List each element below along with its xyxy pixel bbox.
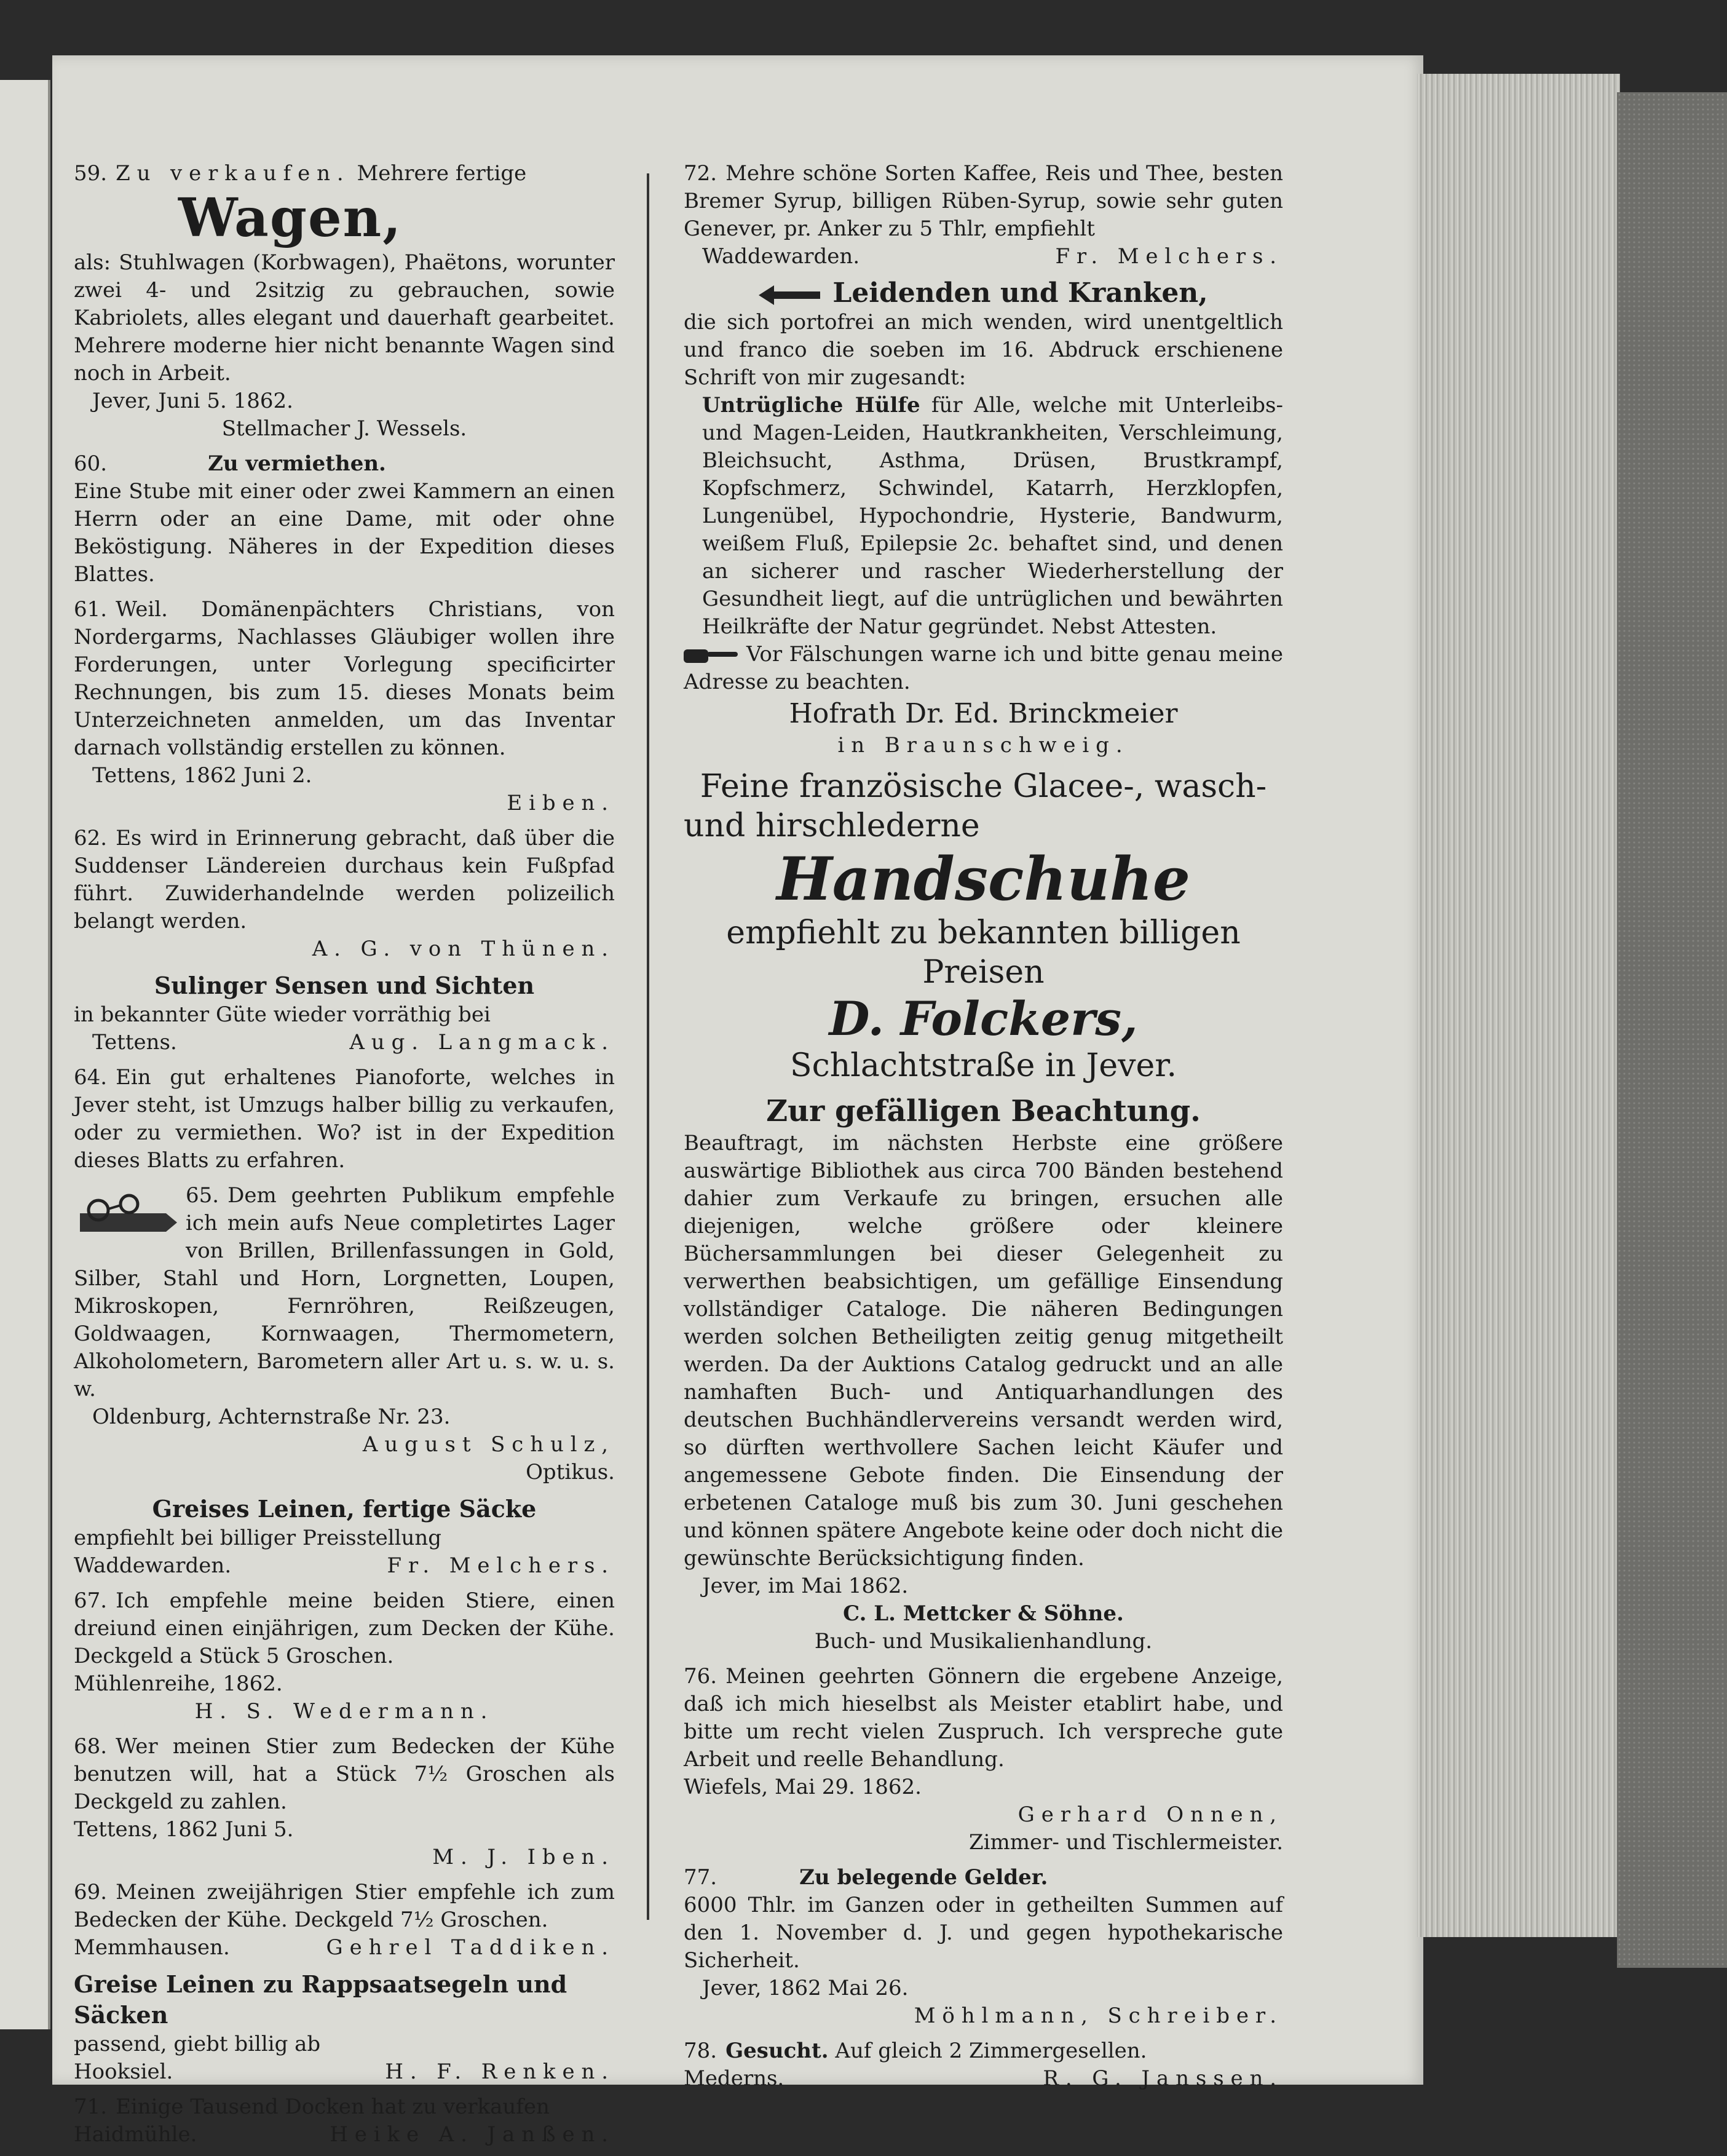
ad-address: Schlachtstraße in Jever. (790, 1047, 1177, 1084)
ad-body: empfiehlt bei billiger Preisstellung (74, 1526, 442, 1550)
ad-body: Eine Stube mit einer oder zwei Kammern an einen Herrn oder an eine Dame, mit oder ohne Beköstigung. Näheres in der Expedition dieses Blattes. (74, 479, 615, 587)
ad-64 (74, 1064, 615, 1175)
ad-intro-2: Mehrere fertige (357, 161, 527, 186)
ad-headline: Greise Leinen zu Rappsaatsegeln und Säcken (74, 1970, 567, 2029)
ad-title: Zimmer- und Tischlermeister. (969, 1830, 1283, 1855)
ad-lead: Untrügliche Hülfe (702, 393, 920, 418)
ad-signature: Hofrath Dr. Ed. Brinckmeier (789, 698, 1178, 729)
ad-body: Meinen geehrten Gönnern die ergebene Anzeige, daß ich mich hieselbst als Meister etablirt habe, und bitte um recht vielen Zuspruch. Ich verspreche gute Arbeit und reelle Behandlung. (684, 1664, 1283, 1772)
previous-page-edge (0, 80, 50, 2029)
ad-place: Oldenburg, Achternstraße Nr. 23. (92, 1405, 451, 1429)
ad-number: 76. (684, 1664, 717, 1689)
book-spine (1617, 92, 1727, 1968)
ad-70 (74, 1969, 615, 2086)
ad-headline: Wagen, (178, 187, 403, 249)
ad-intro: Zu verkaufen. (116, 161, 350, 186)
ad-74 (684, 767, 1283, 1085)
ad-city: in Braunschweig. (837, 733, 1129, 758)
ad-body: Auf gleich 2 Zimmergesellen. (835, 2039, 1147, 2063)
ad-title: Optikus. (526, 1460, 615, 1484)
ad-body: Einige Tausend Docken hat zu verkaufen (116, 2095, 550, 2119)
ad-warning: Vor Fälschungen warne ich und bitte genau meine Adresse zu beachten. (684, 642, 1283, 694)
right-column (684, 160, 1283, 2100)
ad-signature: M. J. Iben. (432, 1845, 615, 1869)
ad-body: Meinen zweijährigen Stier empfehle ich zum Bedecken der Kühe. Deckgeld 7½ Groschen. (74, 1880, 615, 1932)
ad-59 (74, 160, 615, 443)
ad-line-3: empfiehlt zu bekannten billigen Preisen (726, 914, 1241, 991)
ad-headline: Handschuhe (777, 844, 1190, 914)
ad-body: Es wird in Erinnerung gebracht, daß über die Suddenser Ländereien durchaus kein Fußpfad führt. Zuwiderhandelnde werden polizeilich belangt werden. (74, 826, 615, 933)
ad-place: Hooksiel. (74, 2059, 173, 2084)
ad-number: 61. (74, 597, 108, 622)
ad-number: 60. (74, 451, 108, 476)
ad-line-1: Feine französische Glacee-, wasch- (700, 768, 1267, 805)
ad-body: in bekannter Güte wieder vorräthig bei (74, 1002, 491, 1027)
ad-body-2: für Alle, welche mit Unterleibs- und Magen-Leiden, Hautkrankheiten, Verschleimung, Bleichsucht, Asthma, Drüsen, Brustkrampf, Kopfschmerz, Schwindel, Katarrh, Herzklopfen, Lungenübel, Hypochondrie, Hysterie, Bandwurm, weißem Fluß, Epilepsie 2c. behaftet sind, und denen an sicherer und rascher Wiederherstellung der Gesundheit liegt, auf die untrüglichen und bewährten Heilkräfte der Natur gegründet. Nebst Attesten. (702, 393, 1283, 639)
ad-title: Buch- und Musikalienhandlung. (814, 1629, 1153, 1654)
ad-line-2: und hirschlederne (684, 807, 980, 844)
ad-78 (684, 2037, 1283, 2093)
ad-place: Mühlenreihe, 1862. (74, 1671, 283, 1696)
ad-signature: Fr. Melchers. (387, 1553, 615, 1578)
ad-number: 65. (186, 1183, 219, 1208)
ad-number: 59. (74, 161, 108, 186)
ad-place: Mederns. (684, 2066, 784, 2091)
ad-signature: Eiben. (507, 791, 615, 815)
ad-77 (684, 1864, 1283, 2030)
spectacles-illustration-icon (74, 1186, 178, 1241)
ad-name: D. Folckers, (829, 991, 1138, 1046)
ad-body: Beauftragt, im nächsten Herbste eine größere auswärtige Bibliothek aus circa 700 Bänden bestehend dahier zum Verkaufe zu bringen, ersuchen alle diejenigen, welche größere oder kleinere Büchersammlungen bei dieser Gelegenheit zu verwerthen beabsichtigen, um gefällige Einsendung vollständiger Cataloge. Die näheren Bedingungen werden solchen Betheiligten zeitig genug mitgetheilt werden. Da der Auktions Catalog gedruckt und an alle namhaften Buch- und Antiquarhandlungen des deutschen Buchhändlervereins versandt werden wird, so dürften werthvollere Sachen leicht Käufer und angemessene Gebote finden. Die Einsendung der erbetenen Cataloge muß bis zum 30. Juni geschehen und können spätere Angebote keine oder doch nicht die gewünschte Berücksichtigung finden. (684, 1131, 1283, 1571)
ad-headline: Zu vermiethen. (208, 451, 386, 476)
ad-number: 68. (74, 1734, 108, 1759)
ad-signature: Aug. Langmack. (349, 1030, 615, 1055)
ad-number: 72. (684, 161, 717, 186)
ad-69 (74, 1879, 615, 1962)
ad-signature: H. F. Renken. (385, 2059, 615, 2084)
ad-place: Memmhausen. (74, 1935, 230, 1960)
ad-number: 64. (74, 1065, 108, 1090)
ad-body: Mehre schöne Sorten Kaffee, Reis und Thee, besten Bremer Syrup, billigen Rüben-Syrup, sowie sehr guten Genever, pr. Anker zu 5 Thlr, empfiehlt (684, 161, 1283, 241)
ad-number: 77. (684, 1865, 717, 1890)
ad-body: Ein gut erhaltenes Pianoforte, welches in Jever steht, ist Umzugs halber billig zu verkaufen, oder zu vermiethen. Wo? ist in der Expedition dieses Blatts zu erfahren. (74, 1065, 615, 1173)
left-column (74, 160, 615, 2156)
ad-75 (684, 1093, 1283, 1655)
book-page-block (1417, 74, 1620, 1937)
ad-signature: Gehrel Taddiken. (326, 1935, 615, 1960)
ad-headline: Zu belegende Gelder. (799, 1865, 1048, 1890)
ad-number: 78. (684, 2039, 717, 2063)
ad-68 (74, 1733, 615, 1871)
ad-place: Waddewarden. (74, 1553, 232, 1578)
ad-signature: Fr. Melchers. (1055, 244, 1283, 269)
ad-lead: Gesucht. (725, 2039, 829, 2063)
ad-headline: Sulinger Sensen und Sichten (154, 972, 535, 999)
ad-signature: Gerhard Onnen, (1018, 1802, 1283, 1827)
ad-66 (74, 1494, 615, 1580)
ad-number: 71. (74, 2095, 108, 2119)
ad-signature: Heike A. Janßen. (330, 2122, 615, 2147)
ad-61 (74, 596, 615, 817)
pointing-arrow-icon (759, 283, 826, 307)
ad-body: Ich empfehle meine beiden Stiere, einen dreiund einen einjährigen, zum Decken der Kühe. Deckgeld a Stück 5 Groschen. (74, 1588, 615, 1668)
ad-76 (684, 1663, 1283, 1857)
ad-headline: Zur gefälligen Beachtung. (766, 1094, 1201, 1128)
column-rule (647, 173, 649, 1920)
ad-number: 69. (74, 1880, 108, 1904)
ad-body: als: Stuhlwagen (Korbwagen), Phaëtons, worunter zwei 4- und 2sitzig zu gebrauchen, sowie Kabriolets, alles elegant und dauerhaft gearbeitet. Mehrere moderne hier nicht benannte Wagen sind noch in Arbeit. (74, 250, 615, 386)
ad-body: passend, giebt billig ab (74, 2032, 321, 2056)
ad-place: Jever, Juni 5. 1862. (92, 389, 293, 413)
ad-body: 6000 Thlr. im Ganzen oder in getheilten Summen auf den 1. November d. J. und gegen hypothekarische Sicherheit. (684, 1893, 1283, 1973)
ad-signature: Möhlmann, Schreiber. (914, 2003, 1283, 2028)
ad-place: Tettens, 1862 Juni 5. (74, 1817, 294, 1842)
ad-place: Haidmühle. (74, 2122, 197, 2147)
ad-signature: C. L. Mettcker & Söhne. (843, 1601, 1124, 1626)
ad-signature: H. S. Wedermann. (194, 1699, 494, 1724)
ad-headline: Leidenden und Kranken, (832, 277, 1208, 309)
ad-72 (684, 160, 1283, 271)
ad-place: Tettens, 1862 Juni 2. (92, 763, 312, 788)
ad-signature: Stellmacher J. Wessels. (221, 416, 467, 441)
ad-62 (74, 825, 615, 963)
ad-71 (74, 2093, 615, 2149)
ad-body: Wer meinen Stier zum Bedecken der Kühe benutzen will, hat a Stück 7½ Groschen als Deckgeld zu zahlen. (74, 1734, 615, 1814)
ad-60 (74, 450, 615, 589)
ad-73 (684, 278, 1283, 759)
ad-place: Waddewarden. (702, 244, 860, 269)
ad-number: 62. (74, 826, 108, 850)
ad-place: Jever, 1862 Mai 26. (702, 1976, 909, 2000)
ad-place: Wiefels, Mai 29. 1862. (684, 1775, 922, 1799)
ad-body: Dem geehrten Publikum empfehle ich mein aufs Neue completirtes Lager von Brillen, Brillenfassungen in Gold, Silber, Stahl und Horn, Lorgnetten, Loupen, Mikroskopen, Fernröhren, Reißzeugen, Goldwaagen, Kornwaagen, Thermometern, Alkoholometern, Barometern aller Art u. s. w. u. s. w. (74, 1183, 615, 1401)
ad-65 (74, 1182, 615, 1486)
ad-place: Tettens. (92, 1030, 177, 1055)
ad-number: 67. (74, 1588, 108, 1613)
ad-place: Jever, im Mai 1862. (702, 1574, 909, 1598)
ad-body: Weil. Domänenpächters Christians, von Nordergarms, Nachlasses Gläubiger wollen ihre Forderungen, unter Vorlegung specificirter Rechnungen, bis zum 15. dieses Monats beim Unterzeichneten anmelden, um das Inventar darnach vollständig erstellen zu können. (74, 597, 615, 760)
pointing-hand-icon (684, 643, 739, 668)
ad-signature: August Schulz, (362, 1432, 615, 1457)
ad-headline: Greises Leinen, fertige Säcke (152, 1495, 537, 1523)
ad-body: die sich portofrei an mich wenden, wird unentgeltlich und franco die soeben im 16. Abdruck erschienene Schrift von mir zugesandt: (684, 310, 1283, 390)
ad-67 (74, 1587, 615, 1726)
ad-signature: A. G. von Thünen. (312, 937, 615, 961)
ad-63 (74, 970, 615, 1056)
ad-signature: R. G. Janssen. (1043, 2066, 1283, 2091)
